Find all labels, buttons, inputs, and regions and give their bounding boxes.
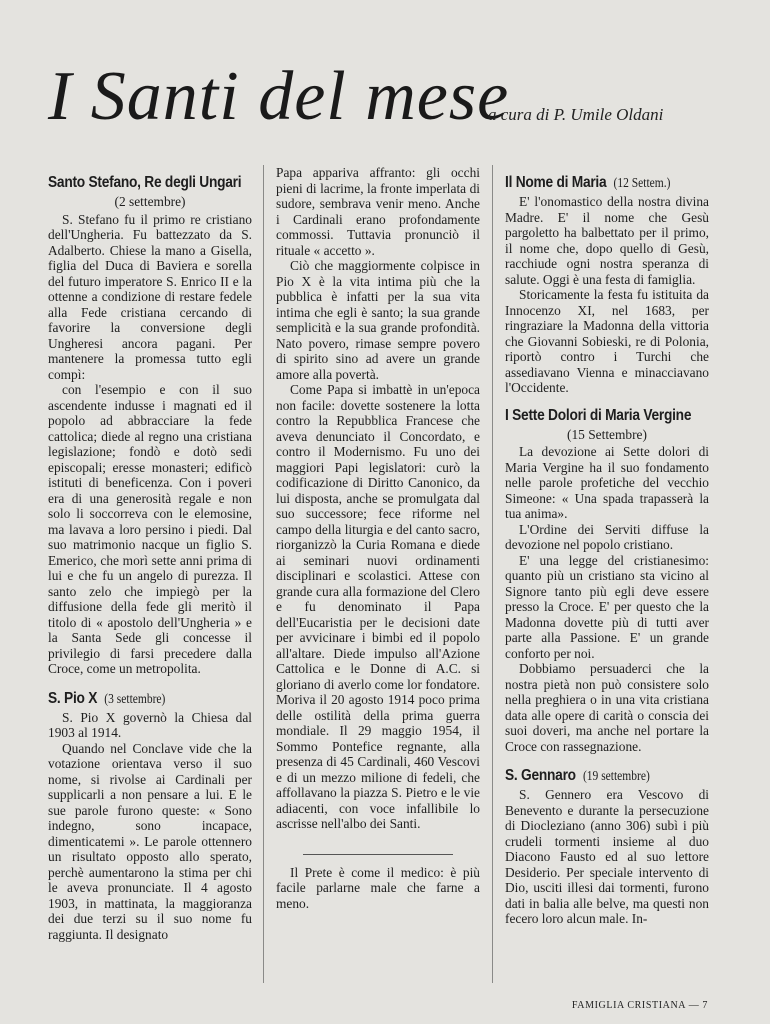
section-date: (19 settembre) bbox=[582, 768, 650, 783]
author-credit: a cura di P. Umile Oldani bbox=[488, 105, 664, 124]
section-date: (2 settembre) bbox=[114, 194, 186, 209]
quote: Il Prete è come il medico: è più facile parlarne male che farne a meno. bbox=[276, 864, 480, 911]
section-heading-stefano: Santo Stefano, Re degli Ungari bbox=[48, 174, 242, 191]
column-right bbox=[505, 165, 709, 927]
quote-divider bbox=[303, 854, 453, 855]
page-footer bbox=[572, 1000, 708, 1011]
column-middle bbox=[276, 165, 480, 911]
section-date: (15 Settembre) bbox=[567, 426, 647, 442]
section-title: S. Pio X bbox=[48, 689, 98, 707]
section-title: S. Gennaro bbox=[505, 767, 576, 784]
paragraph: La devozione ai Sette dolori di Maria Vergine ha il suo fondamento nelle parole profetiche del vecchio Simeone: « Una spada trapasserà la tua anima». bbox=[505, 444, 709, 521]
paragraph: con l'esempio e con il suo ascendente indusse i magnati ed il popolo ad abbracciare la fede cattolica; diede al regno una cristiana legislazione; fondò e dotò sedi episcopali; eresse monasteri; edificò istituti di beneficenza. Con i poveri era di una generosità regale e non solo li soccorreva con le elemosine, ma lavava a loro persino i piedi. Dal suo matrimonio nacque un figlio S. Emerico, che morì sette anni prima di lui e che fu un angelo di purezza. Il santo zelo che impiegò per la diffusione della fede gli meritò il titolo di « apostolo dell'Ungheria » e la Santa Sede gli concesse il privilegio di farsi precedere dalla Croce, come un metropolita. bbox=[48, 382, 252, 676]
section-date: (12 Settem.) bbox=[613, 175, 671, 190]
section-heading-nome bbox=[505, 173, 680, 192]
paragraph: Quando nel Conclave vide che la votazione orientava verso il suo nome, si rivolse ai Cardinali per supplicarli a non pensare a lui. E le sue parole furono queste: « Sono indegno, sono incapace, dimenticatemi ». Le parole ottennero un risultato opposto allo sperato, perchè aumentarono la stima per chi le aveva pronunciate. Il 4 agosto 1903, in mattinata, la maggioranza dei due terzi su il suo nome fu raggiunta. Il designato bbox=[48, 740, 252, 942]
section-heading-gennaro bbox=[505, 766, 680, 785]
page-title: I Santi del mese bbox=[48, 58, 510, 135]
paragraph: E' una legge del cristianesimo: quanto più un cristiano sta vicino al Signore tanto più egli deve essere presso la Croce. E' per questo che la Madonna dovette più di tutti aver parte alla Passione. E' un grande conforto per noi. bbox=[505, 552, 709, 661]
paragraph: L'Ordine dei Serviti diffuse la devozione nel popolo cristiano. bbox=[505, 521, 709, 552]
paragraph: E' l'onomastico della nostra divina Madre. E' il nome che Gesù pargoletto ha balbettato per il primo, il nome che, dopo quello di Gesù, racchiude ogni nostra speranza di salute. Oggi è una festa di famiglia. bbox=[505, 194, 709, 287]
section-date: (3 settembre) bbox=[104, 690, 166, 706]
section-heading-pio bbox=[48, 689, 223, 708]
section-heading-dolori: I Sette Dolori di Maria Vergine bbox=[505, 406, 692, 424]
magazine-name: FAMIGLIA CRISTIANA bbox=[571, 1000, 686, 1011]
column-left bbox=[48, 165, 252, 942]
paragraph: Papa appariva affranto: gli occhi pieni di lacrime, la fronte imperlata di sudore, sembrava venir meno. Anche i Cardinali erano profondamente commossi. Tuttavia pronunciò il rituale « accetto ». bbox=[276, 165, 480, 258]
page-number: — 7 bbox=[688, 1000, 708, 1011]
section-title: Il Nome di Maria bbox=[505, 174, 607, 191]
paragraph: Come Papa si imbattè in un'epoca non facile: dovette sostenere la lotta contro la Repubblica Francese che aveva denunciato il Concordato, e contro il Modernismo. Fu uno dei maggiori Papi legislatori: curò la codificazione di Diritto Canonico, da lui disposta, anche se promulgata dal suo successore; fece riforme nel campo della liturgia e del canto sacro, riorganizzò la Curia Romana e diede ai seminari nuovi ordinamenti disciplinari e scolastici. Attese con grande cura alla formazione del Clero e fu denominato il Papa dell'Eucaristia per le decisioni date per avvicinare i bimbi ed il popolo all'altare. Diede impulso all'Azione Cattolica e le Donne di A.C. si gloriano di averlo come lor fondatore. Moriva il 20 agosto 1914 poco prima delle ostilità della prima guerra mondiale. Il 29 maggio 1954, il Sommo Pontefice regnante, alla presenza di 45 Cardinali, 460 Vescovi e di un mezzo milione di fedeli, che affollavano la piazza S. Pietro e le vie adiacenti, con voce infallibile lo ascrisse nell'albo dei Santi. bbox=[276, 382, 480, 831]
paragraph: Ciò che maggiormente colpisce in Pio X è la vita intima più che la pubblica è infatti per la sua vita intima che egli è santo; la sua grande semplicità e la sua grande profondità. Nato povero, rimase sempre povero di spirito sino ad avere un grande amore alla povertà. bbox=[276, 258, 480, 382]
column-divider bbox=[492, 165, 493, 983]
paragraph: Storicamente la festa fu istituita da Innocenzo XI, nel 1683, per ringraziare la Madonna della vittoria che Giovanni Sobieski, re di Polonia, riportò contro i Turchi che assediavano Vienna e minacciavano l'Occidente. bbox=[505, 287, 709, 395]
column-divider bbox=[263, 165, 264, 983]
paragraph: S. Gennero era Vescovo di Benevento e durante la persecuzione di Diocleziano (anno 306) subì i più crudeli tormenti insieme al duo Diacono Fausto ed al suo lettore Desiderio. Per speciale intervento di Dio, usciti illesi dai tormenti, furono dati in balia alle belve, ma questi non fecero loro alcun male. In- bbox=[505, 787, 709, 926]
paragraph: S. Stefano fu il primo re cristiano dell'Ungheria. Fu battezzato da S. Adalberto. Chiese la mano a Gisella, figlia del Duca di Baviera e sorella del futuro imperatore S. Enrico II e la ottenne a condizione di restare fedele alla Fede cristiana cercando di favorire la conversione degli Ungheresi ancora pagani. Per mantenere la promessa tutto egli compì: bbox=[48, 211, 252, 382]
paragraph: S. Pio X governò la Chiesa dal 1903 al 1914. bbox=[48, 709, 252, 740]
paragraph: Dobbiamo persuaderci che la nostra pietà non può consistere solo nella preghiera o in una vita cristiana data alle opere di carità o conscia dei suoi doveri, ma anche nel portare la Croce con rassegnazione. bbox=[505, 661, 709, 754]
